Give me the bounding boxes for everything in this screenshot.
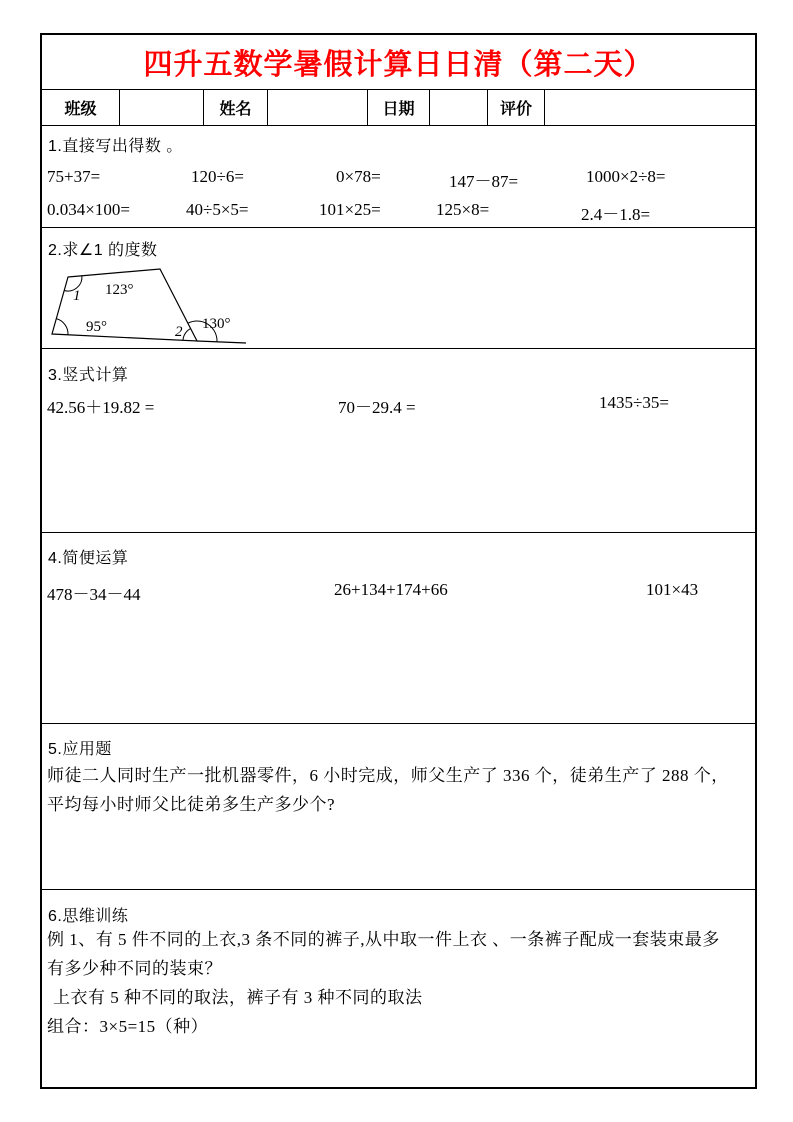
angle-95-label: 95° xyxy=(86,319,107,335)
section-simplified-calculation xyxy=(42,533,755,724)
problem: 26+134+174+66 xyxy=(334,580,448,599)
section-word-problem xyxy=(42,724,755,890)
angle-2-label: 2 xyxy=(175,324,183,340)
worksheet-page xyxy=(40,33,757,1089)
angle-diagram xyxy=(50,261,260,349)
word-problem-line: 平均每小时师父比徒弟多生产多少个? xyxy=(47,795,336,814)
problem: 40÷5×5= xyxy=(186,200,249,219)
problem: 120÷6= xyxy=(191,167,244,186)
section-thinking-training xyxy=(42,890,755,1087)
eval-label: 评价 xyxy=(499,101,532,118)
angle-123-label: 123° xyxy=(105,282,134,298)
problem: 101×43 xyxy=(646,580,699,599)
problem: 1000×2÷8= xyxy=(586,167,666,186)
section1-heading: 1.直接写出得数 。 xyxy=(48,138,183,155)
angle-130-label: 130° xyxy=(202,316,231,332)
problem: 42.56＋19.82 = xyxy=(47,398,155,417)
thinking-line: 有多少种不同的装束？ xyxy=(47,959,222,978)
problem: 0.034×100= xyxy=(47,200,130,219)
date-fill-cell xyxy=(430,90,488,125)
section5-heading: 5.应用题 xyxy=(48,741,112,758)
problem: 125×8= xyxy=(436,200,490,219)
problem: 478－34－44 xyxy=(47,585,141,604)
problem: 70－29.4 = xyxy=(338,398,416,417)
section-vertical-calculation xyxy=(42,349,755,533)
thinking-line: 例 1、有 5 件不同的上衣,3 条不同的裤子,从中取一件上衣 、一条裤子配成一套装束最多 xyxy=(47,930,720,949)
name-label: 姓名 xyxy=(219,101,252,118)
eval-label-cell xyxy=(488,90,545,125)
class-label: 班级 xyxy=(64,101,97,118)
problem: 0×78= xyxy=(336,167,381,186)
date-label: 日期 xyxy=(382,101,415,118)
eval-fill-cell xyxy=(545,90,755,125)
angle-1-label: 1 xyxy=(73,288,81,304)
word-problem-line: 师徒二人同时生产一批机器零件，6 小时完成，师父生产了 336 个，徒弟生产了 288 个， xyxy=(47,766,729,785)
section3-heading: 3.竖式计算 xyxy=(48,367,129,384)
class-fill-cell xyxy=(120,90,204,125)
page-title: 四升五数学暑假计算日日清（第二天） xyxy=(143,48,654,81)
name-label-cell xyxy=(204,90,268,125)
title-row xyxy=(42,35,755,90)
thinking-line: 组合：3×5=15（种） xyxy=(47,1017,209,1036)
problem: 147－87= xyxy=(449,172,519,191)
angle-2-arc xyxy=(183,329,191,341)
date-label-cell xyxy=(368,90,430,125)
section-direct-calculation xyxy=(42,126,755,228)
section4-heading: 4.简便运算 xyxy=(48,550,129,567)
extension-line xyxy=(197,341,246,343)
angle-95-arc xyxy=(56,319,68,335)
class-label-cell xyxy=(42,90,120,125)
problem: 75+37= xyxy=(47,167,101,186)
thinking-line: 上衣有 5 种不同的取法，裤子有 3 种不同的取法 xyxy=(53,988,423,1007)
section2-heading: 2.求∠1 的度数 xyxy=(48,242,158,259)
problem: 101×25= xyxy=(319,200,381,219)
problem: 2.4－1.8= xyxy=(581,205,651,224)
problem: 1435÷35= xyxy=(599,393,669,412)
name-fill-cell xyxy=(268,90,368,125)
info-header-row xyxy=(42,90,755,126)
section-angle-problem xyxy=(42,228,755,349)
section6-heading: 6.思维训练 xyxy=(48,908,129,925)
